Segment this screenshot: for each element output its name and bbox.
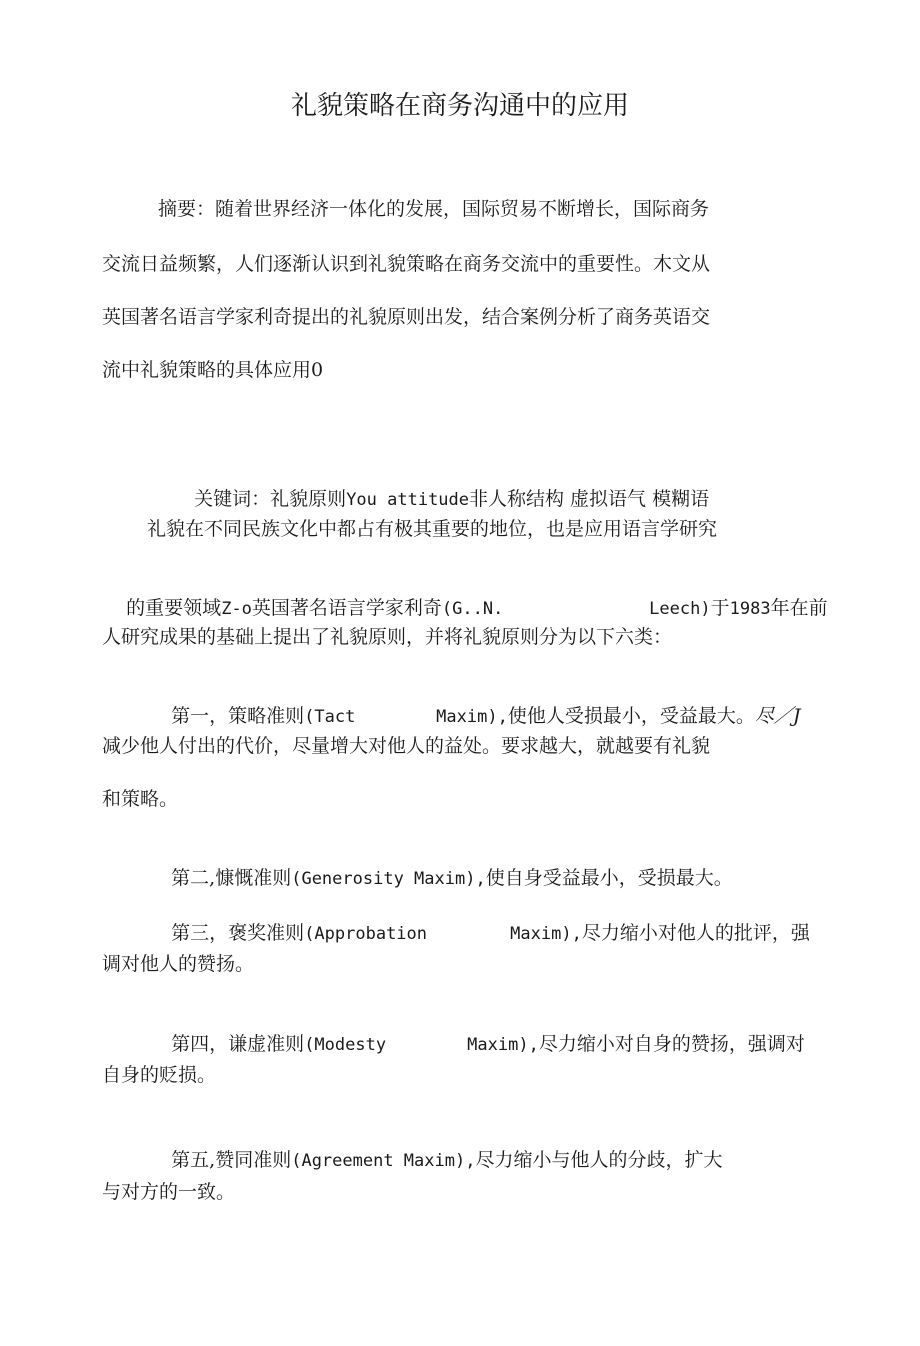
abstract-line-1: 摘要：随着世界经济一体化的发展，国际贸易不断增长，国际商务 — [158, 198, 710, 220]
abstract-line-3: 英国著名语言学家利奇提出的礼貌原则出发，结合案例分析了商务英语交 — [102, 306, 711, 328]
maxim-3-a: 第三，褒奖准则 — [171, 922, 305, 944]
intro-line-3: 人研究成果的基础上提出了礼貌原则，并将礼貌原则分为以下六类： — [102, 626, 673, 648]
intro-l2-f: 于 — [710, 597, 730, 619]
intro-l2-b: Z-o — [221, 599, 252, 619]
maxim-1-line-3: 和策略。 — [102, 788, 179, 810]
maxim-3-c: Maxim), — [510, 924, 582, 944]
maxim-4-c: Maxim), — [467, 1035, 539, 1055]
maxim-4-d: 尽力缩小对自身的赞扬，强调对 — [538, 1033, 805, 1055]
maxim-2-c: 使自身受益最小，受损最大。 — [485, 867, 733, 889]
maxim-3-line-1b — [486, 897, 810, 970]
maxim-4-b: (Modesty — [304, 1035, 387, 1055]
abstract-line-2: 交流日益频繁，人们逐渐认识到礼貌策略在商务交流中的重要性。木文从 — [102, 253, 711, 275]
maxim-5-b: (Agreement Maxim), — [291, 1151, 476, 1171]
maxim-5-a: 第五,赞同准则 — [171, 1149, 292, 1171]
maxim-1-b: (Tact — [304, 707, 356, 727]
intro-l2-g: 1983 — [729, 599, 771, 619]
intro-l2-c: 英国著名语言学家利奇 — [251, 597, 442, 619]
intro-l2-d: (G..N. — [441, 599, 504, 619]
maxim-2-b: (Generosity Maxim), — [291, 869, 486, 889]
maxim-5-line-2: 与对方的一致。 — [102, 1181, 236, 1203]
maxim-5-c: 尽力缩小与他人的分歧，扩大 — [475, 1149, 723, 1171]
intro-l2-e: Leech) — [649, 599, 711, 619]
maxim-1-c: Maxim), — [436, 707, 508, 727]
keywords-prefix: 关键词：礼貌原则 — [194, 488, 347, 510]
maxim-4-line-1b — [443, 1008, 805, 1081]
intro-l2-h: 年在前 — [770, 597, 828, 619]
maxim-1-line-2: 减少他人付出的代价，尽量增大对他人的益处。要求越大，就越要有礼貌 — [102, 735, 711, 757]
maxim-1-a: 第一，策略准则 — [171, 705, 305, 727]
keywords-english: You attitude — [346, 490, 470, 510]
maxim-1-d: 使他人受损最小，受益最大。 — [507, 705, 755, 727]
abstract-line-4: 流中礼貌策略的具体应用0 — [102, 359, 324, 381]
maxim-3-line-2: 调对他人的赞扬。 — [102, 953, 255, 975]
maxim-4-line-2: 自身的贬损。 — [102, 1064, 217, 1086]
intro-line-1: 礼貌在不同民族文化中都占有极其重要的地位，也是应用语言学研究 — [147, 518, 718, 540]
maxim-1-e: 尽／J — [754, 705, 801, 727]
maxim-2-a: 第二,慷慨准则 — [171, 867, 292, 889]
keywords-suffix: 非人称结构 虚拟语气 模糊语 — [469, 488, 710, 510]
maxim-4-a: 第四，谦虚准则 — [171, 1033, 305, 1055]
maxim-3-b: (Approbation — [304, 924, 428, 944]
document-title: 礼貌策略在商务沟通中的应用 — [290, 91, 629, 121]
intro-l2-a: 的重要领域 — [126, 597, 222, 619]
maxim-3-d: 尽力缩小对他人的批评，强 — [581, 922, 810, 944]
